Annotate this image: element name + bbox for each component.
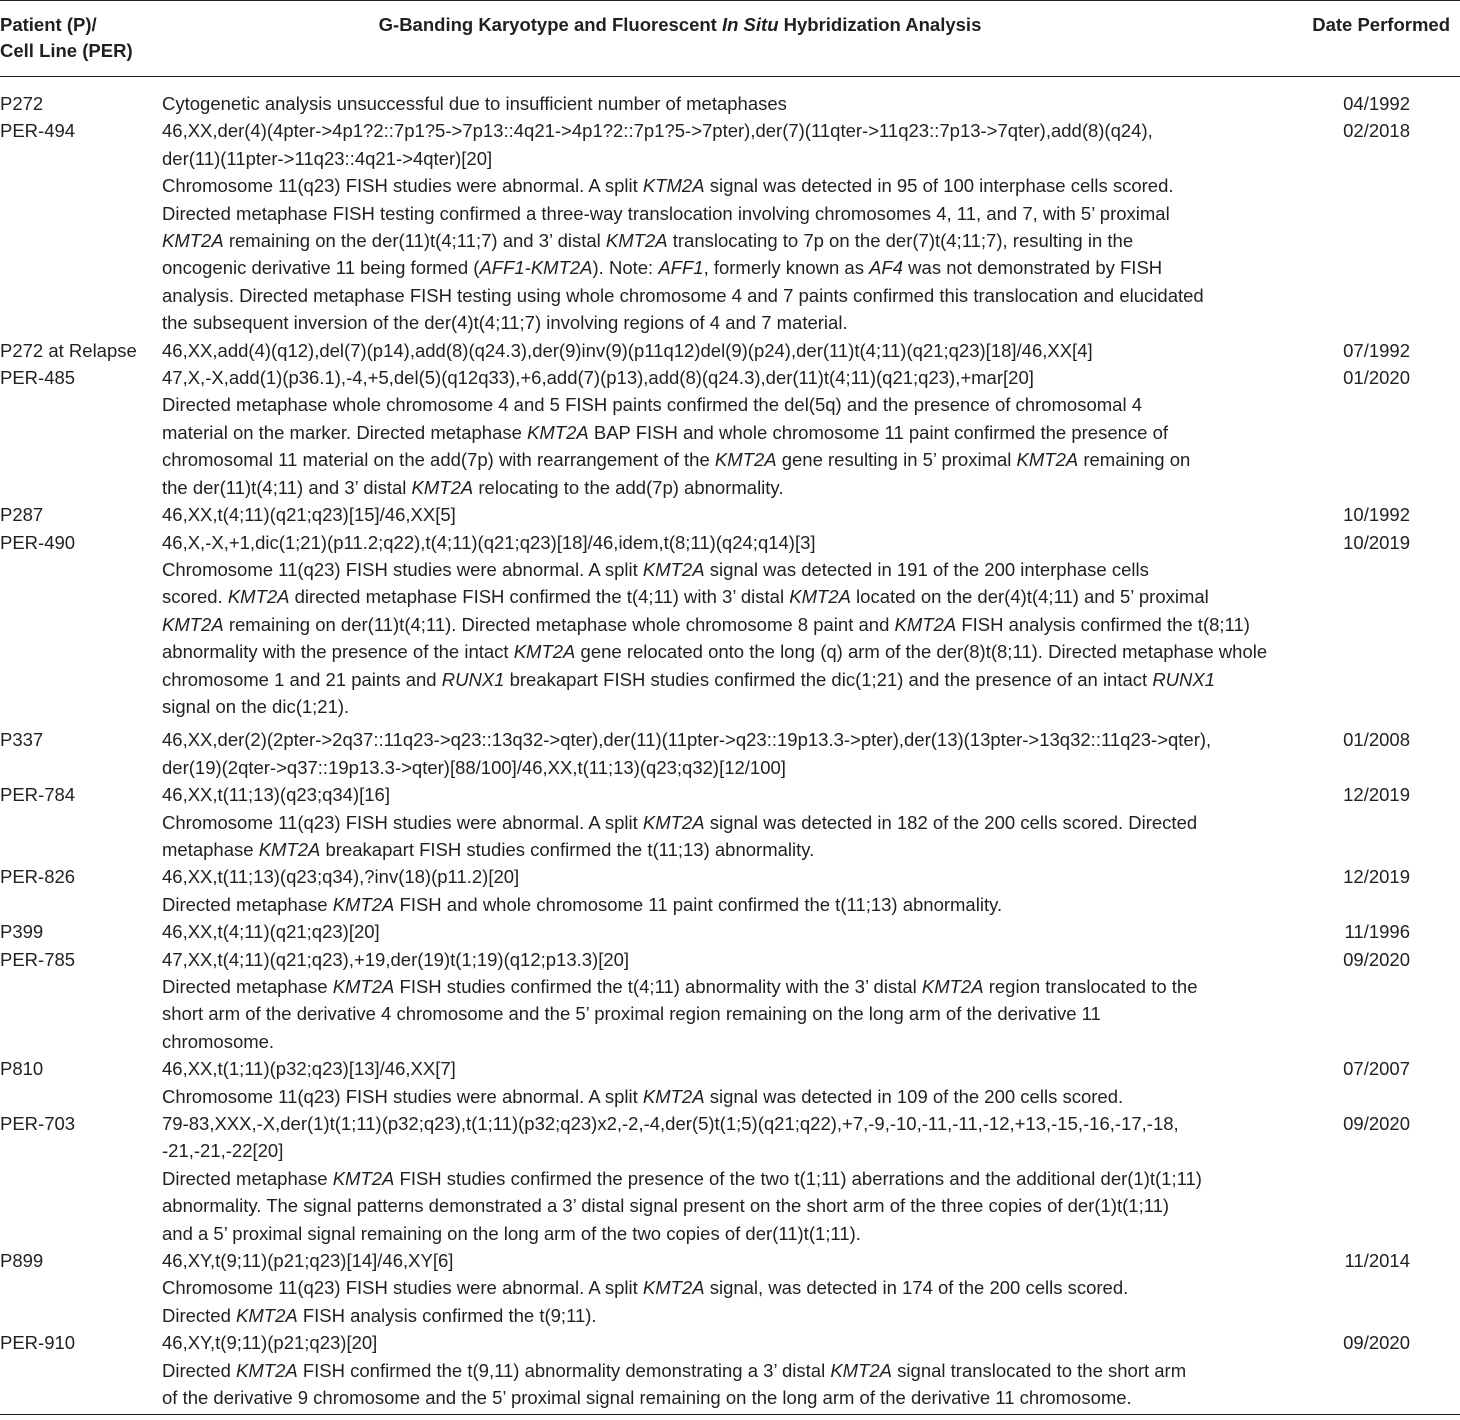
analysis-text: -21,-21,-22[20]	[162, 1140, 284, 1162]
analysis-line	[162, 117, 1290, 144]
cell-analysis	[162, 337, 1290, 364]
analysis-line	[162, 501, 1290, 528]
analysis-text: chromosome.	[162, 1030, 275, 1052]
gene-name: KTM2A	[642, 175, 705, 197]
analysis-text: 46,XX,t(4;11)(q21;q23)[20]	[162, 921, 380, 943]
gene-name: KMT2A	[642, 1277, 705, 1299]
analysis-text: 46,XX,der(2)(2pter->2q37::11q23->q23::13q32->qter),der(11)(11pter->q23::19p13.3->pter),der(13)(13pter->13q32::11q23->qter),	[162, 729, 1212, 751]
analysis-text: 47,X,-X,add(1)(p36.1),-4,+5,del(5)(q12q33),+6,add(7)(p13),add(8)(q24.3),der(11)t(4;11)(q21;q23),+mar[20]	[162, 367, 1034, 389]
gene-name: KMT2A	[921, 976, 984, 997]
gene-name: KMT2A	[642, 811, 705, 833]
header-patient	[0, 12, 160, 64]
analysis-text: Directed metaphase FISH testing confirmed a three-way translocation involving chromosomes 4, 11, and 7, with 5’ proximal	[162, 202, 1170, 224]
analysis-text: 46,XX,add(4)(q12),del(7)(p14),add(8)(q24.3),der(9)inv(9)(p11q12)del(9)(p24),der(11)t(4;11)(q21;q23)[18]/46,XX[4]	[162, 339, 1093, 361]
analysis-text: abnormality. The signal patterns demonstrated a 3’ distal signal present on the short arm of the three copies of der(1)t(1;11)	[162, 1195, 1170, 1217]
gene-name: KMT2A	[162, 230, 224, 252]
analysis-line	[162, 1192, 1290, 1219]
analysis-text: , formerly known as	[703, 257, 870, 279]
analysis-text: Chromosome 11(q23) FISH studies were abnormal. A split	[162, 1085, 643, 1107]
analysis-line	[162, 1302, 1290, 1329]
gene-name: KMT2A	[789, 586, 851, 608]
analysis-text: 46,XY,t(9;11)(p21;q23)[20]	[162, 1332, 378, 1354]
header-patient-line: Patient (P)/	[0, 14, 97, 35]
cell-analysis	[162, 364, 1290, 501]
analysis-text: Directed metaphase whole chromosome 4 and 5 FISH paints confirmed the del(5q) and the presence of chromosomal 4	[162, 394, 1142, 416]
analysis-text: Chromosome 11(q23) FISH studies were abnormal. A split	[162, 1277, 643, 1299]
analysis-line	[162, 918, 1290, 945]
table-row	[0, 720, 1460, 781]
analysis-text: signal was detected in 191 of the 200 interphase cells	[704, 558, 1149, 580]
analysis-text: remaining on	[1078, 449, 1191, 471]
cell-analysis	[162, 90, 1290, 117]
analysis-line	[162, 583, 1290, 610]
analysis-text: Chromosome 11(q23) FISH studies were abnormal. A split	[162, 558, 643, 580]
analysis-text: 46,XX,t(11;13)(q23;q34),?inv(18)(p11.2)[20]	[162, 866, 520, 888]
cell-date: 10/2019	[1343, 531, 1410, 553]
table-row	[0, 1329, 1460, 1411]
analysis-text: signal translocated to the short arm	[892, 1359, 1187, 1381]
analysis-line	[162, 474, 1290, 501]
cell-date: 12/2019	[1343, 784, 1410, 806]
cell-analysis	[162, 1110, 1290, 1247]
cell-patient-id: PER-490	[0, 531, 76, 553]
analysis-text: breakapart FISH studies confirmed the dic(1;21) and the presence of an intact	[504, 668, 1153, 690]
table-row	[0, 918, 1460, 945]
cell-date: 12/2019	[1343, 866, 1410, 888]
analysis-text: 46,XX,der(4)(4pter->4p1?2::7p1?5->7p13::4q21->4p1?2::7p1?5->7pter),der(7)(11qter->11q23::7p13->7qter),add(8)(q24),	[162, 120, 1153, 142]
analysis-text: analysis. Directed metaphase FISH testing using whole chromosome 4 and 7 paints confirmed this translocation and elucidated	[162, 284, 1204, 306]
cell-date: 11/1996	[1344, 921, 1410, 943]
analysis-text: breakapart FISH studies confirmed the t(11;13) abnormality.	[320, 838, 815, 860]
table-row	[0, 863, 1460, 918]
cell-date: 02/2018	[1343, 120, 1410, 142]
cell-analysis	[162, 529, 1290, 721]
gene-name: KMT2A	[513, 641, 576, 663]
analysis-text: located on the der(4)t(4;11) and 5’ proximal	[850, 586, 1209, 608]
analysis-text: ). Note:	[592, 257, 659, 279]
analysis-text: der(19)(2qter->q37::19p13.3->qter)[88/100]/46,XX,t(11;13)(q23;q32)[12/100]	[162, 756, 786, 778]
gene-name: RUNX1	[1152, 668, 1216, 690]
analysis-text: remaining on der(11)t(4;11). Directed metaphase whole chromosome 8 paint and	[223, 613, 895, 635]
gene-name: KMT2A	[332, 976, 395, 997]
analysis-text: Chromosome 11(q23) FISH studies were abnormal. A split	[162, 811, 643, 833]
analysis-line	[162, 337, 1290, 364]
cell-date: 09/2020	[1343, 1332, 1410, 1354]
analysis-text: FISH analysis confirmed the t(8;11)	[956, 613, 1250, 635]
analysis-line	[162, 781, 1290, 808]
cell-analysis	[162, 1055, 1290, 1110]
cell-patient-id: PER-494	[0, 120, 76, 142]
cell-date: 04/1992	[1343, 93, 1410, 114]
analysis-text: FISH studies confirmed the t(4;11) abnormality with the 3’ distal	[394, 976, 922, 997]
table-row	[0, 529, 1460, 721]
cell-date: 07/2007	[1343, 1058, 1410, 1080]
analysis-text: 46,XX,t(11;13)(q23;q34)[16]	[162, 784, 390, 806]
cell-patient-id: P399	[0, 921, 44, 943]
analysis-line	[162, 1137, 1290, 1164]
analysis-text: of the derivative 9 chromosome and the 5’ proximal signal remaining on the long arm of the derivative 11 chromosome.	[162, 1387, 1132, 1409]
analysis-text: Directed	[162, 1304, 237, 1326]
cell-patient-id: PER-703	[0, 1113, 76, 1135]
table-body	[0, 90, 1460, 1412]
analysis-line	[162, 1357, 1290, 1384]
cell-date: 07/1992	[1343, 339, 1410, 361]
analysis-line	[162, 364, 1290, 391]
analysis-text: the der(11)t(4;11) and 3’ distal	[162, 476, 412, 498]
analysis-text: 47,XX,t(4;11)(q21;q23),+19,der(19)t(1;19)(q12;p13.3)[20]	[162, 948, 630, 970]
analysis-line	[162, 809, 1290, 836]
cell-date: 10/1992	[1343, 504, 1410, 526]
gene-name: RUNX1	[441, 668, 505, 690]
analysis-line	[162, 863, 1290, 890]
cell-date: 09/2020	[1343, 948, 1410, 970]
analysis-line	[162, 973, 1290, 1000]
cell-patient-id: P337	[0, 729, 44, 751]
cell-analysis	[162, 726, 1290, 781]
analysis-line	[162, 90, 1290, 117]
analysis-line	[162, 309, 1290, 336]
analysis-line	[162, 693, 1290, 720]
analysis-text: Directed metaphase	[162, 1167, 333, 1189]
table-row	[0, 1055, 1460, 1110]
analysis-text: 46,XY,t(9;11)(p21;q23)[14]/46,XY[6]	[162, 1250, 454, 1272]
cell-analysis	[162, 946, 1290, 1056]
analysis-text: gene relocated onto the long (q) arm of the der(8)t(8;11). Directed metaphase whole	[575, 641, 1268, 663]
analysis-text: was not demonstrated by FISH	[903, 257, 1163, 279]
cell-patient-id: P899	[0, 1250, 44, 1272]
analysis-text: the subsequent inversion of the der(4)t(4;11;7) involving regions of 4 and 7 material.	[162, 312, 848, 334]
gene-name: KMT2A	[1016, 449, 1079, 471]
table-top-rule	[0, 0, 1460, 1]
gene-name: KMT2A	[830, 1359, 893, 1381]
gene-name: KMT2A	[332, 893, 395, 915]
cell-patient-id: PER-785	[0, 948, 76, 970]
cell-analysis	[162, 1329, 1290, 1411]
cell-analysis	[162, 1247, 1290, 1329]
analysis-text: 79-83,XXX,-X,der(1)t(1;11)(p32;q23),t(1;11)(p32;q23)x2,-2,-4,der(5)t(1;5)(q21;q22),+7,-9,-10,-11,-11,-12,+13,-15,-16,-17,-18,	[162, 1113, 1179, 1135]
analysis-line	[162, 946, 1290, 973]
cell-analysis	[162, 781, 1290, 863]
analysis-line	[162, 1329, 1290, 1356]
analysis-text: 46,X,-X,+1,dic(1;21)(p11.2;q22),t(4;11)(q21;q23)[18]/46,idem,t(8;11)(q24;q14)[3]	[162, 531, 816, 553]
analysis-line	[162, 200, 1290, 227]
gene-name: KMT2A	[227, 586, 290, 608]
analysis-text: chromosome 1 and 21 paints and	[162, 668, 442, 690]
analysis-text: relocating to the add(7p) abnormality.	[473, 476, 784, 498]
analysis-line	[162, 1384, 1290, 1411]
analysis-text: FISH studies confirmed the presence of the two t(1;11) aberrations and the additional der(1)t(1;11)	[394, 1167, 1202, 1189]
cell-date: 01/2008	[1343, 729, 1410, 751]
cell-patient-id: PER-485	[0, 367, 76, 389]
gene-name: KMT2A	[642, 558, 705, 580]
analysis-line	[162, 1274, 1290, 1301]
header-patient-line: Cell Line (PER)	[0, 40, 133, 61]
table-row	[0, 117, 1460, 336]
gene-name: KMT2A	[894, 613, 957, 635]
analysis-line	[162, 282, 1290, 309]
analysis-line	[162, 419, 1290, 446]
cell-date: 09/2020	[1343, 1113, 1410, 1135]
analysis-text: oncogenic derivative 11 being formed (	[162, 257, 480, 279]
gene-name: KMT2A	[527, 421, 589, 443]
analysis-line	[162, 754, 1290, 781]
gene-name: AFF1-KMT2A	[479, 257, 593, 279]
analysis-text: Directed	[162, 1359, 237, 1381]
analysis-text: signal, was detected in 174 of the 200 cells scored.	[704, 1277, 1129, 1299]
table-row	[0, 1110, 1460, 1247]
table-row	[0, 946, 1460, 1056]
cell-analysis	[162, 117, 1290, 336]
analysis-text: scored.	[162, 586, 228, 608]
header-analysis	[160, 12, 1200, 38]
analysis-line	[162, 556, 1290, 583]
gene-name: KMT2A	[714, 449, 777, 471]
analysis-line	[162, 836, 1290, 863]
table-header-rule	[0, 76, 1460, 77]
cell-patient-id: PER-826	[0, 866, 76, 888]
analysis-line	[162, 1028, 1290, 1055]
analysis-line	[162, 1247, 1290, 1274]
cell-analysis	[162, 918, 1290, 945]
table-row	[0, 364, 1460, 501]
gene-name: KMT2A	[236, 1359, 298, 1381]
gene-name: KMT2A	[605, 230, 668, 252]
analysis-text: signal on the dic(1;21).	[162, 695, 350, 717]
gene-name: KMT2A	[411, 476, 474, 498]
analysis-line	[162, 1165, 1290, 1192]
table-row	[0, 337, 1460, 364]
cell-patient-id: P810	[0, 1058, 44, 1080]
analysis-line	[162, 227, 1290, 254]
analysis-text: Directed metaphase	[162, 893, 333, 915]
analysis-text: FISH and whole chromosome 11 paint confirmed the t(11;13) abnormality.	[394, 893, 1003, 915]
analysis-text: short arm of the derivative 4 chromosome and the 5’ proximal region remaining on the long arm of the derivative 11	[162, 1003, 1101, 1025]
analysis-text: chromosomal 11 material on the add(7p) with rearrangement of the	[162, 449, 715, 471]
gene-name: KMT2A	[236, 1304, 298, 1326]
cell-date: 01/2020	[1343, 367, 1410, 389]
analysis-text: region translocated to the	[983, 976, 1198, 997]
header-analysis-part: G-Banding Karyotype and Fluorescent	[378, 14, 722, 35]
analysis-text: 46,XX,t(1;11)(p32;q23)[13]/46,XX[7]	[162, 1058, 456, 1080]
table-row	[0, 90, 1460, 117]
analysis-text: Chromosome 11(q23) FISH studies were abnormal. A split	[162, 175, 643, 197]
analysis-text: metaphase	[162, 838, 259, 860]
header-analysis-part: Hybridization Analysis	[778, 14, 982, 35]
analysis-text: Directed metaphase	[162, 976, 333, 997]
analysis-text: gene resulting in 5’ proximal	[776, 449, 1017, 471]
cell-analysis	[162, 863, 1290, 918]
analysis-text: remaining on the der(11)t(4;11;7) and 3’ distal	[223, 230, 606, 252]
analysis-line	[162, 666, 1290, 693]
analysis-line	[162, 254, 1290, 281]
analysis-text: BAP FISH and whole chromosome 11 paint confirmed the presence of	[588, 421, 1169, 443]
cell-patient-id: P272 at Relapse	[0, 339, 137, 361]
gene-name: KMT2A	[162, 613, 224, 635]
table-bottom-rule	[0, 1414, 1460, 1415]
analysis-line	[162, 172, 1290, 199]
analysis-line	[162, 611, 1290, 638]
analysis-text: signal was detected in 109 of the 200 cells scored.	[704, 1085, 1124, 1107]
analysis-text: FISH analysis confirmed the t(9;11).	[297, 1304, 597, 1326]
analysis-text: signal was detected in 182 of the 200 cells scored. Directed	[704, 811, 1198, 833]
analysis-text: Cytogenetic analysis unsuccessful due to insufficient number of metaphases	[162, 93, 787, 114]
gene-name: AF4	[869, 257, 904, 279]
gene-name: KMT2A	[642, 1085, 705, 1107]
gene-name: AFF1	[658, 257, 704, 279]
analysis-line	[162, 145, 1290, 172]
table-row	[0, 501, 1460, 528]
analysis-line	[162, 446, 1290, 473]
gene-name: KMT2A	[258, 838, 321, 860]
header-analysis-italic: In Situ	[721, 14, 779, 35]
analysis-line	[162, 726, 1290, 753]
analysis-line	[162, 638, 1290, 665]
analysis-text: material on the marker. Directed metaphase	[162, 421, 528, 443]
table-row	[0, 1247, 1460, 1329]
cell-analysis	[162, 501, 1290, 528]
analysis-line	[162, 1110, 1290, 1137]
analysis-text: and a 5’ proximal signal remaining on the long arm of the two copies of der(11)t(1;11).	[162, 1222, 861, 1244]
analysis-line	[162, 891, 1290, 918]
analysis-line	[162, 1220, 1290, 1247]
cell-date: 11/2014	[1344, 1250, 1410, 1272]
analysis-line	[162, 529, 1290, 556]
table-row	[0, 781, 1460, 863]
analysis-line	[162, 1055, 1290, 1082]
analysis-text: directed metaphase FISH confirmed the t(4;11) with 3’ distal	[289, 586, 790, 608]
analysis-text: signal was detected in 95 of 100 interphase cells scored.	[704, 175, 1174, 197]
cell-patient-id: PER-784	[0, 784, 76, 806]
header-date: Date Performed	[1312, 14, 1450, 35]
analysis-text: der(11)(11pter->11q23::4q21->4qter)[20]	[162, 147, 493, 169]
analysis-line	[162, 1083, 1290, 1110]
analysis-text: abnormality with the presence of the intact	[162, 641, 514, 663]
analysis-text: FISH confirmed the t(9,11) abnormality demonstrating a 3’ distal	[297, 1359, 831, 1381]
cell-patient-id: P272	[0, 93, 44, 114]
cell-patient-id: P287	[0, 504, 44, 526]
analysis-line	[162, 391, 1290, 418]
gene-name: KMT2A	[332, 1167, 395, 1189]
cell-patient-id: PER-910	[0, 1332, 76, 1354]
analysis-text: 46,XX,t(4;11)(q21;q23)[15]/46,XX[5]	[162, 504, 456, 526]
analysis-line	[162, 1000, 1290, 1027]
analysis-text: translocating to 7p on the der(7)t(4;11;7), resulting in the	[667, 230, 1134, 252]
